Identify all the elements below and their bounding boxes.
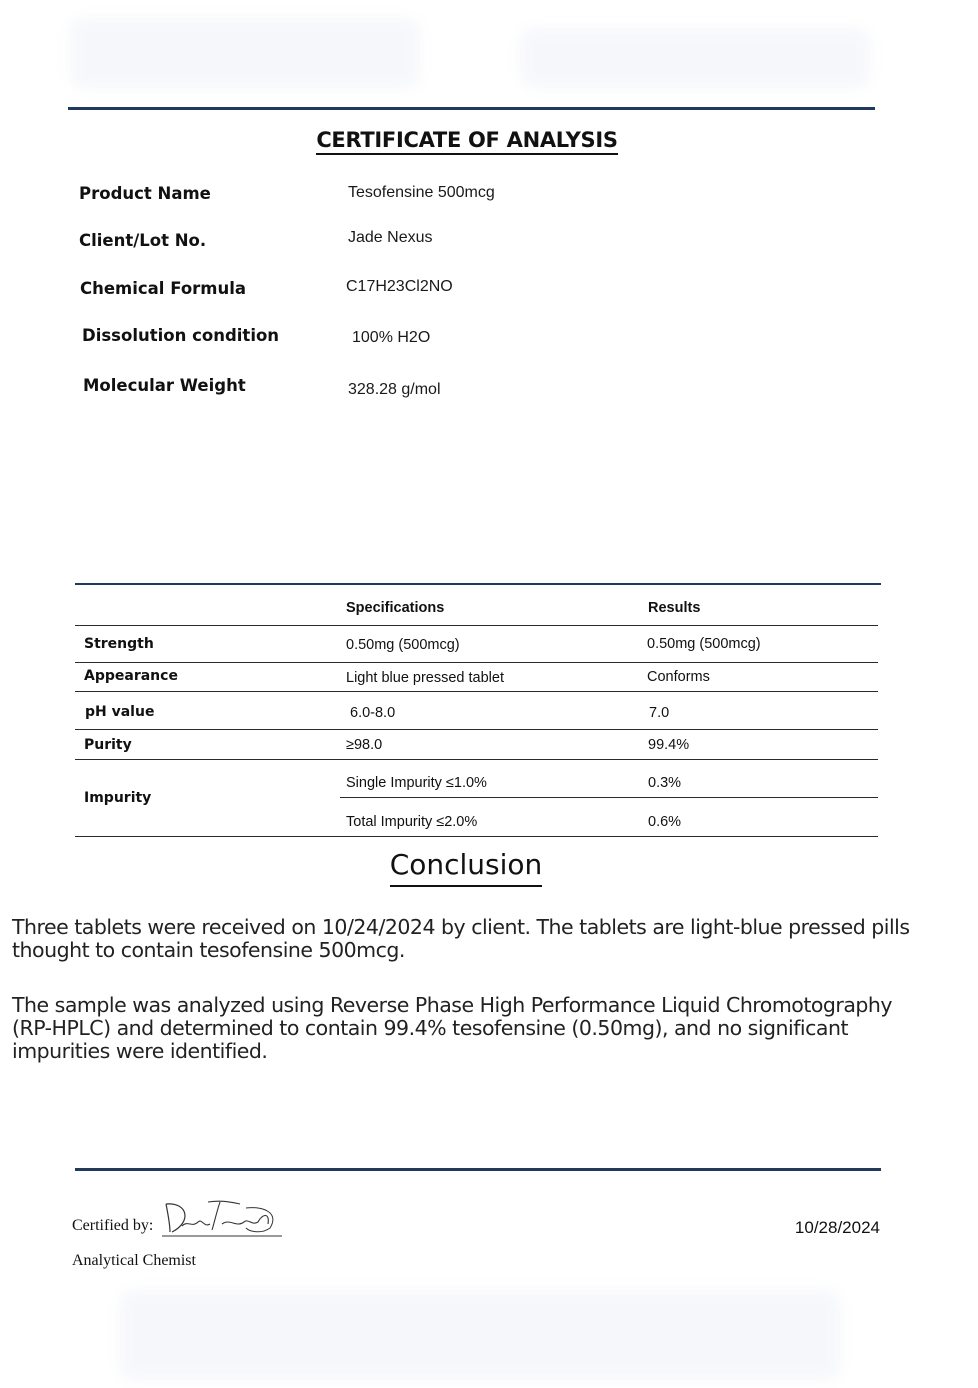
row-spec-total-impurity: Total Impurity ≤2.0% xyxy=(346,814,478,830)
row-spec-strength: 0.50mg (500mcg) xyxy=(346,637,460,653)
conclusion-paragraph-2: The sample was analyzed using Reverse Phase High Performance Liquid Chromotography (RP-HPLC) and determined to contain 99.4% tesofensine (0.50mg), and no significant impurities were identified. xyxy=(12,993,893,1063)
table-row-divider xyxy=(75,662,878,663)
table-subrow-divider xyxy=(340,797,878,798)
row-result-strength: 0.50mg (500mcg) xyxy=(647,636,761,652)
row-label-ph: pH value xyxy=(85,704,155,720)
row-result-total-impurity: 0.6% xyxy=(648,814,682,830)
field-value-product-name: Tesofensine 500mcg xyxy=(348,184,495,201)
table-bottom-rule xyxy=(75,836,878,837)
field-label-product-name: Product Name xyxy=(79,184,211,203)
certificate-date: 10/28/2024 xyxy=(794,1218,880,1237)
field-label-chemical-formula: Chemical Formula xyxy=(80,279,247,298)
field-label-client-lot: Client/Lot No. xyxy=(79,231,207,250)
row-result-appearance: Conforms xyxy=(647,669,710,685)
document-title: CERTIFICATE OF ANALYSIS xyxy=(0,128,934,152)
blurred-header-right xyxy=(520,28,870,88)
row-label-impurity: Impurity xyxy=(84,790,152,806)
analytical-chemist-label: Analytical Chemist xyxy=(72,1252,196,1269)
blurred-header-left xyxy=(70,18,420,88)
table-row-divider xyxy=(75,691,878,692)
table-header-results: Results xyxy=(648,600,701,616)
row-label-strength: Strength xyxy=(84,636,154,652)
row-spec-appearance: Light blue pressed tablet xyxy=(346,670,504,686)
certified-by-label: Certified by: xyxy=(72,1217,154,1234)
row-spec-ph: 6.0-8.0 xyxy=(350,705,396,721)
blurred-footer xyxy=(120,1290,840,1380)
field-label-molecular-weight: Molecular Weight xyxy=(83,376,246,395)
top-rule xyxy=(68,107,875,110)
signature xyxy=(158,1192,288,1242)
table-header-specifications: Specifications xyxy=(346,600,445,616)
field-value-chemical-formula: C17H23Cl2NO xyxy=(346,278,453,295)
field-value-molecular-weight: 328.28 g/mol xyxy=(348,381,441,398)
field-value-dissolution: 100% H2O xyxy=(352,329,431,346)
row-result-ph: 7.0 xyxy=(649,705,670,721)
field-label-dissolution: Dissolution condition xyxy=(82,326,280,345)
table-row-divider xyxy=(75,625,878,626)
field-value-client-lot: Jade Nexus xyxy=(348,229,433,246)
row-label-purity: Purity xyxy=(84,737,132,753)
conclusion-heading: Conclusion xyxy=(0,848,932,881)
table-row-divider xyxy=(75,729,878,730)
row-result-single-impurity: 0.3% xyxy=(648,775,682,791)
row-result-purity: 99.4% xyxy=(648,737,690,753)
row-spec-purity: ≥98.0 xyxy=(346,737,383,753)
table-row-divider xyxy=(75,759,878,760)
table-top-rule xyxy=(75,583,881,585)
row-spec-single-impurity: Single Impurity ≤1.0% xyxy=(346,775,487,791)
conclusion-paragraph-1: Three tablets were received on 10/24/2024 by client. The tablets are light-blue pressed pills thought to contain tesofensine 500mcg. xyxy=(12,915,910,962)
row-label-appearance: Appearance xyxy=(84,668,178,684)
footer-rule xyxy=(75,1168,881,1171)
